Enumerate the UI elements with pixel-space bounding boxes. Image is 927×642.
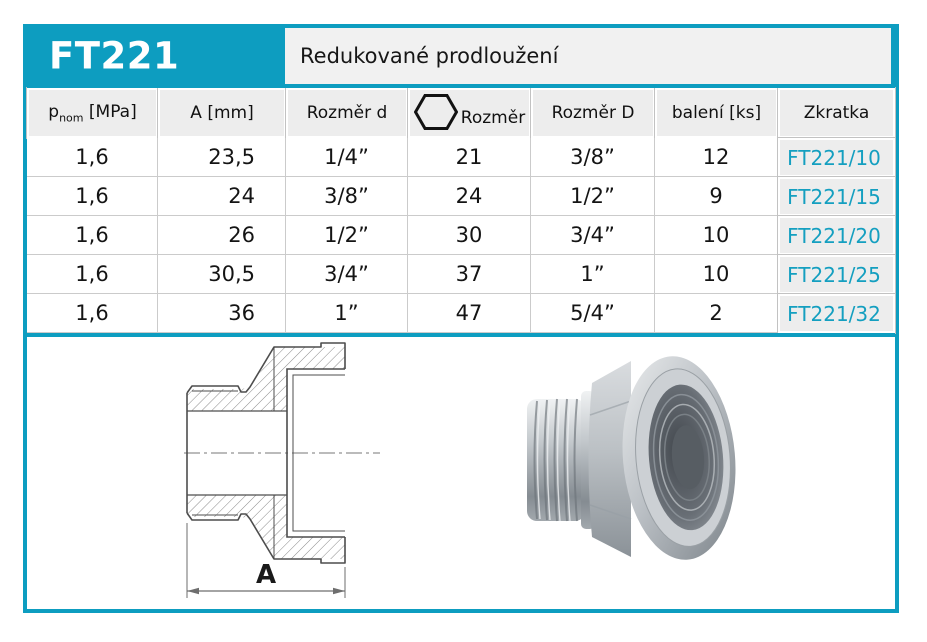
product-title: Redukované prodloužení — [300, 44, 559, 68]
header-row — [27, 88, 895, 138]
col-header-d: Rozměr d — [286, 88, 408, 138]
cell-hex: 21 — [408, 138, 531, 177]
col-header-zkratka: Zkratka — [778, 88, 895, 138]
col-header-pnom: $p_{nom}$ [MPa] — [27, 88, 158, 138]
cell-d: 3/4” — [286, 255, 408, 294]
technical-drawing — [182, 341, 382, 603]
cell-D: 3/8” — [531, 138, 655, 177]
dimension-a-label: A — [255, 560, 277, 590]
cell-d: 1/4” — [286, 138, 408, 177]
cell-baleni: 2 — [655, 294, 778, 333]
col-header-a: A [mm] — [158, 88, 286, 138]
table-row — [27, 294, 895, 333]
table-row — [27, 255, 895, 294]
cell-zkratka: FT221/10 — [778, 138, 895, 177]
cell-baleni: 10 — [655, 255, 778, 294]
cell-D: 5/4” — [531, 294, 655, 333]
cell-pnom: 1,6 — [27, 294, 158, 333]
cell-d: 3/8” — [286, 177, 408, 216]
cell-zkratka: FT221/25 — [778, 255, 895, 294]
product-code: FT221 — [49, 34, 180, 78]
cell-pnom: 1,6 — [27, 138, 158, 177]
cell-zkratka: FT221/32 — [778, 294, 895, 333]
cell-zkratka: FT221/20 — [778, 216, 895, 255]
cell-d: 1” — [286, 294, 408, 333]
table-row — [27, 138, 895, 177]
product-photo — [519, 349, 749, 567]
cell-hex: 37 — [408, 255, 531, 294]
col-header-hex-label: Rozměr — [460, 107, 526, 128]
cell-hex: 24 — [408, 177, 531, 216]
cell-d: 1/2” — [286, 216, 408, 255]
cell-hex: 30 — [408, 216, 531, 255]
cell-a: 36 — [158, 294, 286, 333]
cell-a: 30,5 — [158, 255, 286, 294]
datasheet — [23, 24, 899, 613]
illustration-panel — [27, 333, 895, 609]
cell-baleni: 9 — [655, 177, 778, 216]
col-header-baleni: balení [ks] — [655, 88, 778, 138]
header-band — [27, 24, 895, 88]
cell-baleni: 10 — [655, 216, 778, 255]
cell-a: 24 — [158, 177, 286, 216]
hexagon-icon — [414, 93, 458, 131]
cell-pnom: 1,6 — [27, 255, 158, 294]
cell-pnom: 1,6 — [27, 216, 158, 255]
cell-D: 1/2” — [531, 177, 655, 216]
cell-D: 1” — [531, 255, 655, 294]
table-row — [27, 216, 895, 255]
cell-a: 26 — [158, 216, 286, 255]
cell-zkratka: FT221/15 — [778, 177, 895, 216]
col-header-D: Rozměr D — [531, 88, 655, 138]
table-row — [27, 177, 895, 216]
cell-D: 3/4” — [531, 216, 655, 255]
product-title-box — [285, 28, 891, 84]
cell-pnom: 1,6 — [27, 177, 158, 216]
spec-table — [27, 88, 895, 333]
cell-hex: 47 — [408, 294, 531, 333]
cell-baleni: 12 — [655, 138, 778, 177]
col-header-hex — [408, 88, 531, 138]
cell-a: 23,5 — [158, 138, 286, 177]
